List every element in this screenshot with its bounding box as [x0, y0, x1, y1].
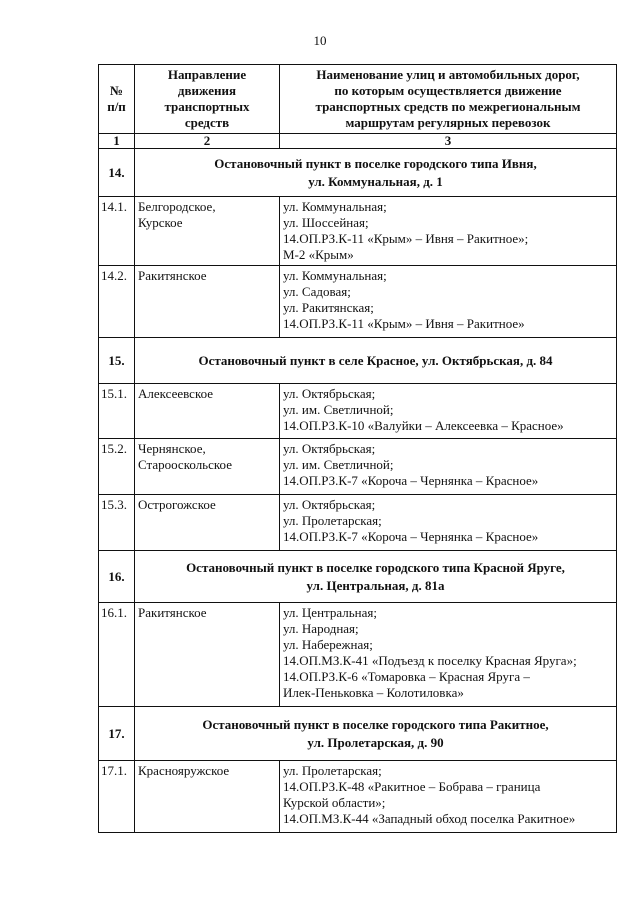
- row-direction: Чернянское, Старооскольское: [135, 439, 280, 495]
- row-roads: ул. Коммунальная; ул. Садовая; ул. Ракитянская; 14.ОП.РЗ.К-11 «Крым» – Ивня – Ракитное»: [280, 266, 617, 338]
- table-row: [99, 439, 617, 495]
- row-number: 17.1.: [99, 761, 135, 833]
- group-title: Остановочный пункт в поселке городского типа Ивня, ул. Коммунальная, д. 1: [135, 149, 617, 197]
- row-roads: ул. Пролетарская; 14.ОП.РЗ.К-48 «Ракитное – Бобрава – граница Курской области»; 14.ОП.МЗ.К-44 «Западный обход поселка Ракитное»: [280, 761, 617, 833]
- row-roads: ул. Октябрьская; ул. Пролетарская; 14.ОП.РЗ.К-7 «Короча – Чернянка – Красное»: [280, 495, 617, 551]
- column-number: 1: [99, 134, 135, 149]
- row-direction: Ракитянское: [135, 266, 280, 338]
- table-row: [99, 384, 617, 439]
- row-direction: Алексеевское: [135, 384, 280, 439]
- group-title: Остановочный пункт в селе Красное, ул. Октябрьская, д. 84: [135, 338, 617, 384]
- header-row: [99, 65, 617, 134]
- table-row: [99, 197, 617, 266]
- table-row: [99, 266, 617, 338]
- header-num: № п/п: [99, 65, 135, 134]
- row-roads: ул. Октябрьская; ул. им. Светличной; 14.ОП.РЗ.К-10 «Валуйки – Алексеевка – Красное»: [280, 384, 617, 439]
- group-number: 16.: [99, 551, 135, 603]
- row-number: 15.2.: [99, 439, 135, 495]
- row-direction: Белгородское, Курское: [135, 197, 280, 266]
- row-number: 15.1.: [99, 384, 135, 439]
- row-roads: ул. Коммунальная; ул. Шоссейная; 14.ОП.РЗ.К-11 «Крым» – Ивня – Ракитное»; М-2 «Крым»: [280, 197, 617, 266]
- page-number: 10: [313, 33, 327, 48]
- header-roads: Наименование улиц и автомобильных дорог, по которым осуществляется движение транспортных средств по межрегиональным маршрутам регулярных перевозок: [280, 65, 617, 134]
- group-row: [99, 551, 617, 603]
- row-number: 16.1.: [99, 603, 135, 707]
- column-number-row: [99, 134, 617, 149]
- column-number: 3: [280, 134, 617, 149]
- group-number: 17.: [99, 707, 135, 761]
- row-roads: ул. Центральная; ул. Народная; ул. Набережная; 14.ОП.МЗ.К-41 «Подъезд к поселку Красная Яруга»; 14.ОП.РЗ.К-6 «Томаровка – Красная Яруга – Илек-Пеньковка – Колотиловка»: [280, 603, 617, 707]
- table-row: [99, 495, 617, 551]
- column-number: 2: [135, 134, 280, 149]
- row-number: 14.2.: [99, 266, 135, 338]
- table-row: [99, 761, 617, 833]
- group-number: 15.: [99, 338, 135, 384]
- group-row: [99, 707, 617, 761]
- row-direction: Краснояружское: [135, 761, 280, 833]
- header-direction: Направление движения транспортных средств: [135, 65, 280, 134]
- group-row: [99, 149, 617, 197]
- group-title: Остановочный пункт в поселке городского типа Красной Яруге, ул. Центральная, д. 81а: [135, 551, 617, 603]
- group-title: Остановочный пункт в поселке городского типа Ракитное, ул. Пролетарская, д. 90: [135, 707, 617, 761]
- table-row: [99, 603, 617, 707]
- row-number: 15.3.: [99, 495, 135, 551]
- row-direction: Острогожское: [135, 495, 280, 551]
- group-row: [99, 338, 617, 384]
- row-direction: Ракитянское: [135, 603, 280, 707]
- group-number: 14.: [99, 149, 135, 197]
- routes-table: [98, 64, 617, 833]
- row-number: 14.1.: [99, 197, 135, 266]
- row-roads: ул. Октябрьская; ул. им. Светличной; 14.ОП.РЗ.К-7 «Короча – Чернянка – Красное»: [280, 439, 617, 495]
